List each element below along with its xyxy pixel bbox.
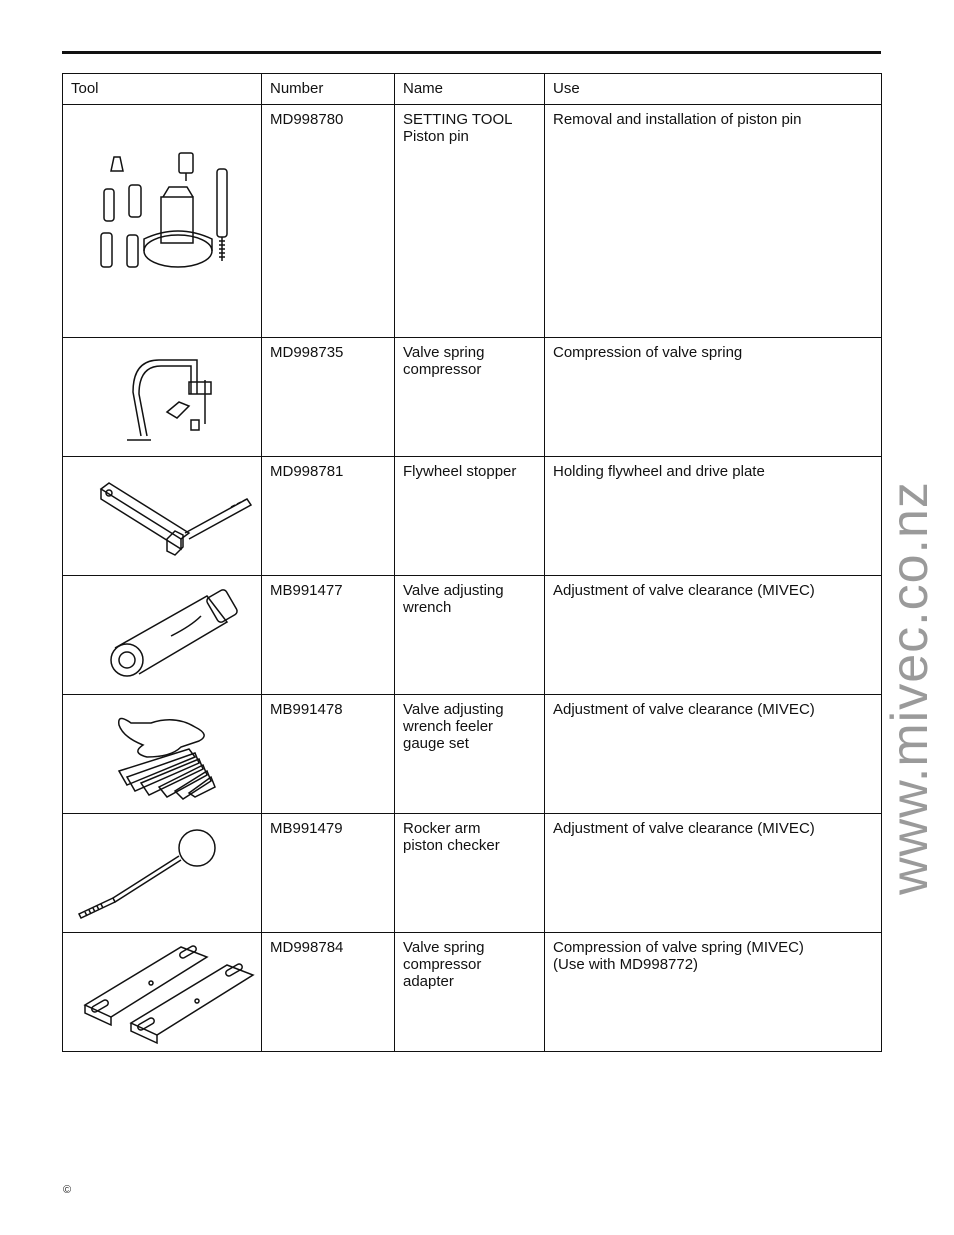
tool-image-cell [63, 814, 262, 933]
tool-name: Valve spring compressor adapter [395, 933, 545, 1052]
valve-adjusting-wrench-icon [71, 582, 269, 694]
tool-number: MB991479 [262, 814, 395, 933]
tool-use: Adjustment of valve clearance (MIVEC) [545, 695, 882, 814]
tool-number: MD998780 [262, 105, 395, 338]
table-row [63, 338, 882, 457]
tool-use: Removal and installation of piston pin [545, 105, 882, 338]
tool-image-cell [63, 338, 262, 457]
tool-image-cell [63, 457, 262, 576]
tool-name: Valve adjusting wrench feeler gauge set [395, 695, 545, 814]
tool-image-cell [63, 695, 262, 814]
table-row [63, 105, 882, 338]
feeler-gauge-set-icon [71, 701, 269, 813]
special-tools-table [62, 73, 882, 1052]
tool-name: Valve spring compressor [395, 338, 545, 457]
tool-number: MD998735 [262, 338, 395, 457]
header-name: Name [395, 74, 545, 105]
tool-image-cell [63, 105, 262, 338]
piston-pin-setting-tool-icon [71, 111, 269, 337]
tool-name: Rocker arm piston checker [395, 814, 545, 933]
tool-use: Holding flywheel and drive plate [545, 457, 882, 576]
tool-use: Adjustment of valve clearance (MIVEC) [545, 814, 882, 933]
top-rule [62, 51, 881, 54]
tool-name: SETTING TOOL Piston pin [395, 105, 545, 338]
tool-number: MB991478 [262, 695, 395, 814]
tool-use: Adjustment of valve clearance (MIVEC) [545, 576, 882, 695]
header-number: Number [262, 74, 395, 105]
tool-use: Compression of valve spring (MIVEC) (Use with MD998772) [545, 933, 882, 1052]
table-row [63, 457, 882, 576]
tool-number: MB991477 [262, 576, 395, 695]
table-row [63, 695, 882, 814]
header-tool: Tool [63, 74, 262, 105]
tool-number: MD998784 [262, 933, 395, 1052]
header-use: Use [545, 74, 882, 105]
flywheel-stopper-icon [71, 463, 269, 575]
tool-number: MD998781 [262, 457, 395, 576]
table-row [63, 933, 882, 1052]
tool-use: Compression of valve spring [545, 338, 882, 457]
table-header-row [63, 74, 882, 105]
tool-image-cell [63, 933, 262, 1052]
table-row [63, 814, 882, 933]
valve-spring-compressor-adapter-icon [71, 939, 269, 1051]
tool-name: Flywheel stopper [395, 457, 545, 576]
website-watermark: www.mivec.co.nz [881, 481, 939, 895]
rocker-arm-piston-checker-icon [71, 820, 269, 932]
tool-image-cell [63, 576, 262, 695]
valve-spring-compressor-icon [71, 344, 269, 456]
copyright-mark: © [63, 1184, 72, 1196]
tool-name: Valve adjusting wrench [395, 576, 545, 695]
table-row [63, 576, 882, 695]
